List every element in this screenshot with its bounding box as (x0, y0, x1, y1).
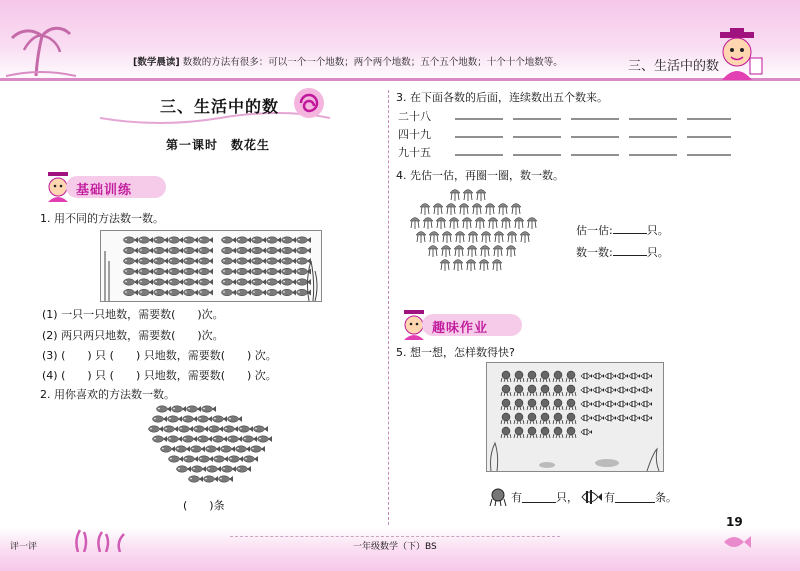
fish-icon (252, 289, 267, 295)
fish-icon (184, 268, 199, 274)
fish-icon (213, 436, 228, 442)
q4-count-label: 数一数: (576, 246, 613, 259)
tropical-fish-icon (641, 401, 652, 408)
octopus-icon (501, 385, 511, 396)
fish-icon (139, 258, 154, 264)
fish-icon (297, 247, 312, 253)
fish-icon (214, 456, 229, 462)
fish-cluster-q2 (130, 403, 280, 488)
page-title: 三、生活中的数 (160, 97, 280, 116)
jellyfish-icon (410, 218, 420, 230)
fish-icon (297, 279, 312, 285)
jellyfish-icon (476, 190, 486, 202)
octopus-icon (514, 385, 524, 396)
q3-row-1-number: 二十八 (398, 110, 431, 123)
fish-icon (199, 268, 214, 274)
palm-tree-icon (6, 20, 76, 78)
jellyfish-icon (429, 232, 439, 244)
fish-icon (189, 476, 204, 482)
fish-icon (267, 289, 282, 295)
jellyfish-icon (455, 232, 465, 244)
jellyfish-icon (433, 204, 443, 216)
tropical-fish-icon (617, 387, 628, 394)
sea-box-q5 (486, 362, 664, 472)
fish-icon (237, 258, 252, 264)
fish-icon (267, 237, 282, 243)
fish-icon (228, 436, 243, 442)
q5-has-1: 有 (511, 491, 522, 504)
fish-icon (237, 279, 252, 285)
tropical-fish-icon (641, 387, 652, 394)
fish-icon (237, 237, 252, 243)
fish-icon (154, 289, 169, 295)
fish-icon (184, 247, 199, 253)
jellyfish-icon (416, 232, 426, 244)
tropical-fish-icon (605, 415, 616, 422)
fish-icon (206, 446, 221, 452)
fish-icon (282, 247, 297, 253)
octopus-icon (514, 413, 524, 424)
jellyfish-icon (449, 218, 459, 230)
fish-icon (184, 456, 199, 462)
fish-icon (154, 237, 169, 243)
octopus-icon (527, 427, 537, 438)
fish-icon (204, 476, 219, 482)
jellyfish-icon (480, 246, 490, 258)
q3-row-3-number: 九十五 (398, 146, 431, 159)
q5-label: 5. 想一想，怎样数得快? (396, 346, 515, 359)
fish-icon (252, 237, 267, 243)
octopus-icon (553, 427, 563, 438)
jellyfish-icon (466, 260, 476, 272)
q4-count-blank[interactable] (613, 245, 647, 256)
badge-basic-training (44, 172, 174, 200)
swirl-icon (292, 86, 326, 120)
fish-icon (282, 258, 297, 264)
fish-icon (282, 268, 297, 274)
fish-icon (202, 406, 217, 412)
octopus-icon (566, 427, 576, 438)
jellyfish-icon (472, 204, 482, 216)
jellyfish-icon (446, 204, 456, 216)
octopus-icon (540, 413, 550, 424)
fish-icon (184, 258, 199, 264)
page-number: 19 (726, 515, 743, 529)
lesson-subtitle: 第一课时 数花生 (166, 138, 271, 152)
fish-icon (237, 268, 252, 274)
fish-icon (169, 279, 184, 285)
fish-icon (184, 237, 199, 243)
jellyfish-icon (420, 204, 430, 216)
badge-fun-label: 趣味作业 (432, 321, 489, 336)
fish-icon (124, 258, 139, 264)
tropical-fish-icon (629, 401, 640, 408)
fish-icon (169, 456, 184, 462)
fish-icon (237, 247, 252, 253)
tropical-fish-icon (605, 401, 616, 408)
jellyfish-icon (479, 260, 489, 272)
octopus-icon (540, 427, 550, 438)
tropical-fish-icon (605, 387, 616, 394)
jellyfish-icon (488, 218, 498, 230)
jellyfish-icon (506, 246, 516, 258)
fish-icon (252, 247, 267, 253)
fish-icon (199, 456, 214, 462)
mascot-graduate-icon (712, 28, 766, 80)
tropical-fish-icon (581, 429, 592, 436)
jellyfish-icon (436, 218, 446, 230)
fish-icon (198, 436, 213, 442)
fish-icon (139, 279, 154, 285)
badge-pill (422, 314, 522, 336)
q4-estimate-unit: 只。 (646, 224, 669, 237)
fish-icon (169, 268, 184, 274)
fish-icon (237, 466, 252, 472)
fish-icon (282, 237, 297, 243)
q3-row-1 (398, 108, 431, 124)
fish-icon (169, 237, 184, 243)
jellyfish-icon (494, 232, 504, 244)
q5-fish-blank[interactable] (615, 492, 655, 503)
fish-icon (184, 289, 199, 295)
tropical-fish-icon (593, 401, 604, 408)
fish-icon (154, 247, 169, 253)
octopus-icon (501, 399, 511, 410)
q2-answer: ( )条 (183, 499, 225, 512)
jellyfish-icon (467, 246, 477, 258)
fish-icon (124, 237, 139, 243)
tropical-fish-icon (581, 401, 592, 408)
fish-icon (172, 406, 187, 412)
fish-icon (267, 258, 282, 264)
fish-icon (267, 268, 282, 274)
fish-icon (168, 416, 183, 422)
tropical-fish-icon (641, 373, 652, 380)
fish-icon (199, 279, 214, 285)
badge-pill (66, 176, 166, 198)
octopus-icon (553, 385, 563, 396)
fish-icon (222, 279, 237, 285)
q4-estimate-blank[interactable] (613, 223, 647, 234)
q3-row-2 (398, 126, 431, 142)
column-divider (388, 90, 389, 525)
fish-icon (244, 456, 259, 462)
fish-icon (183, 436, 198, 442)
tropical-fish-icon (581, 387, 592, 394)
header-section-title: 三、生活中的数 (628, 59, 720, 74)
jellyfish-icon (468, 232, 478, 244)
fish-icon (229, 456, 244, 462)
fish-icon (251, 446, 266, 452)
fish-icon (153, 436, 168, 442)
tropical-fish-icon (581, 373, 592, 380)
jellyfish-icon (459, 204, 469, 216)
jellyfish-icon (485, 204, 495, 216)
fish-icon (297, 258, 312, 264)
badge-basic-label: 基础训练 (76, 183, 133, 198)
tropical-fish-icon (593, 415, 604, 422)
fish-icon (267, 247, 282, 253)
tropical-fish-icon (581, 415, 592, 422)
fish-icon (168, 436, 183, 442)
seaweed-icon (70, 528, 130, 552)
fish-icon (124, 279, 139, 285)
fish-icon (258, 436, 273, 442)
fish-icon (139, 289, 154, 295)
reading-tip (133, 54, 563, 68)
octopus-icon (501, 371, 511, 382)
fish-icon (252, 268, 267, 274)
q2-label: 2. 用你喜欢的方法数一数。 (40, 388, 175, 401)
fish-icon (183, 416, 198, 422)
octopus-icon (566, 371, 576, 382)
fish-icon (154, 258, 169, 264)
fish-icon (222, 289, 237, 295)
fish-grid-q1 (101, 231, 321, 301)
tropical-fish-icon (593, 373, 604, 380)
fish-icon (254, 426, 269, 432)
fish-icon (149, 426, 164, 432)
fish-icon (139, 237, 154, 243)
tropical-fish-icon (617, 401, 628, 408)
fish-icon (169, 258, 184, 264)
octopus-icon (527, 371, 537, 382)
jellyfish-icon (428, 246, 438, 258)
jellyfish-icon (440, 260, 450, 272)
jellyfish-icon (463, 190, 473, 202)
jellyfish-icon (475, 218, 485, 230)
fish-icon (222, 268, 237, 274)
q1-line-3: (3) ( ) 只 ( ) 只地数，需要数( ) 次。 (42, 349, 277, 362)
jellyfish-icon (527, 218, 537, 230)
tropical-fish-icon (641, 415, 652, 422)
fish-icon (124, 247, 139, 253)
jellyfish-icon (423, 218, 433, 230)
tropical-fish-icon (629, 373, 640, 380)
q3-row-3 (398, 144, 431, 160)
octopus-icon (566, 413, 576, 424)
jellyfish-icon (507, 232, 517, 244)
q3-row-2-number: 四十九 (398, 128, 431, 141)
fish-icon (282, 279, 297, 285)
fish-icon (139, 247, 154, 253)
reading-tip-text: 数数的方法有很多：可以一个一个地数；两个两个地数；五个五个地数；十个十个地数等。 (182, 57, 563, 68)
fish-icon (199, 237, 214, 243)
q5-octopus-blank[interactable] (522, 492, 556, 503)
octopus-icon (488, 487, 508, 507)
jellyfish-icon (453, 260, 463, 272)
jellyfish-icon (492, 260, 502, 272)
fish-icon (252, 258, 267, 264)
fish-icon (199, 258, 214, 264)
jellyfish-icon (520, 232, 530, 244)
jellyfish-icon (481, 232, 491, 244)
fish-icon (297, 289, 312, 295)
fish-icon (176, 446, 191, 452)
octopus-icon (514, 399, 524, 410)
reading-tip-label: [数学晨读] (133, 57, 180, 68)
fish-icon (224, 426, 239, 432)
fish-icon (213, 416, 228, 422)
fish-icon (187, 406, 202, 412)
fish-icon (209, 426, 224, 432)
fish-icon (124, 289, 139, 295)
fish-icon (153, 416, 168, 422)
q5-has-2: 有 (604, 491, 615, 504)
q4-count (576, 244, 669, 260)
fish-icon (154, 268, 169, 274)
fish-icon (124, 268, 139, 274)
tropical-fish-icon (580, 487, 602, 507)
q4-estimate-label: 估一估: (576, 224, 613, 237)
jellyfish-icon (442, 232, 452, 244)
q1-label: 1. 用不同的方法数一数。 (40, 212, 164, 225)
tropical-fish-icon (629, 387, 640, 394)
fish-icon (154, 279, 169, 285)
octopus-icon (527, 385, 537, 396)
footer-book-title: 一年级数学（下）BS (353, 542, 437, 552)
fish-icon (164, 426, 179, 432)
fish-icon (169, 289, 184, 295)
octopus-icon (501, 413, 511, 424)
octopus-icon (566, 385, 576, 396)
fish-box-q1 (100, 230, 322, 302)
tropical-fish-icon (593, 387, 604, 394)
fish-icon (222, 466, 237, 472)
octopus-icon (540, 385, 550, 396)
fish-icon (207, 466, 222, 472)
q4-count-unit: 只。 (646, 246, 669, 259)
jellyfish-icon (441, 246, 451, 258)
tropical-fish-icon (617, 373, 628, 380)
sea-grid-q5 (487, 363, 663, 471)
fish-icon (222, 237, 237, 243)
fish-icon (198, 416, 213, 422)
badge-fun-homework (400, 310, 530, 338)
q4-label: 4. 先估一估，再圈一圈，数一数。 (396, 169, 564, 182)
octopus-icon (540, 371, 550, 382)
fish-icon (194, 426, 209, 432)
fish-icon (236, 446, 251, 452)
fish-icon (139, 268, 154, 274)
fish-icon (219, 476, 234, 482)
jellyfish-icon (454, 246, 464, 258)
fish-icon (267, 279, 282, 285)
q3-answer-lines (455, 108, 735, 158)
fish-icon (243, 436, 258, 442)
fish-icon (192, 466, 207, 472)
jellyfish-icon (462, 218, 472, 230)
jellyfish-icon (498, 204, 508, 216)
fish-icon (177, 466, 192, 472)
fish-icon (221, 446, 236, 452)
octopus-icon (514, 371, 524, 382)
q1-line-4: (4) ( ) 只 ( ) 只地数，需要数( ) 次。 (42, 369, 277, 382)
fish-icon (252, 279, 267, 285)
fish-icon (157, 406, 172, 412)
footer-evaluate: 评一评 (10, 542, 38, 552)
q5-unit-tiao: 条。 (655, 491, 677, 504)
octopus-icon (501, 427, 511, 438)
octopus-icon (527, 413, 537, 424)
fish-icon (199, 289, 214, 295)
jellyfish-icon (450, 190, 460, 202)
q5-unit-zhi: 只， (556, 491, 578, 504)
octopus-icon (514, 427, 524, 438)
octopus-icon (540, 399, 550, 410)
fish-icon (297, 237, 312, 243)
q4-estimate (576, 222, 669, 238)
q5-answer (488, 487, 677, 507)
tropical-fish-icon (629, 415, 640, 422)
fish-icon (222, 258, 237, 264)
fish-icon (191, 446, 206, 452)
jellyfish-icon (501, 218, 511, 230)
q1-line-2: (2) 两只两只地数，需要数( )次。 (42, 329, 224, 342)
jellyfish-cluster (410, 188, 550, 278)
jellyfish-icon (493, 246, 503, 258)
fish-icon (239, 426, 254, 432)
fish-icon (161, 446, 176, 452)
jellyfish-icon (511, 204, 521, 216)
fish-icon (199, 247, 214, 253)
footer-rule (230, 536, 560, 537)
octopus-icon (553, 399, 563, 410)
fish-icon (228, 416, 243, 422)
fish-icon (179, 426, 194, 432)
tropical-fish-icon (617, 415, 628, 422)
header-rule (0, 78, 800, 81)
q1-line-1: (1) 一只一只地数，需要数( )次。 (42, 308, 224, 321)
octopus-icon (527, 399, 537, 410)
fish-icon (282, 289, 297, 295)
jellyfish-icon (514, 218, 524, 230)
octopus-icon (553, 413, 563, 424)
tropical-fish-icon (605, 373, 616, 380)
fish-icon (237, 289, 252, 295)
fish-icon (222, 247, 237, 253)
fish-footer-icon (722, 532, 752, 552)
fish-icon (169, 247, 184, 253)
fish-icon (184, 279, 199, 285)
octopus-icon (566, 399, 576, 410)
octopus-icon (553, 371, 563, 382)
q3-label: 3. 在下面各数的后面，连续数出五个数来。 (396, 91, 608, 104)
